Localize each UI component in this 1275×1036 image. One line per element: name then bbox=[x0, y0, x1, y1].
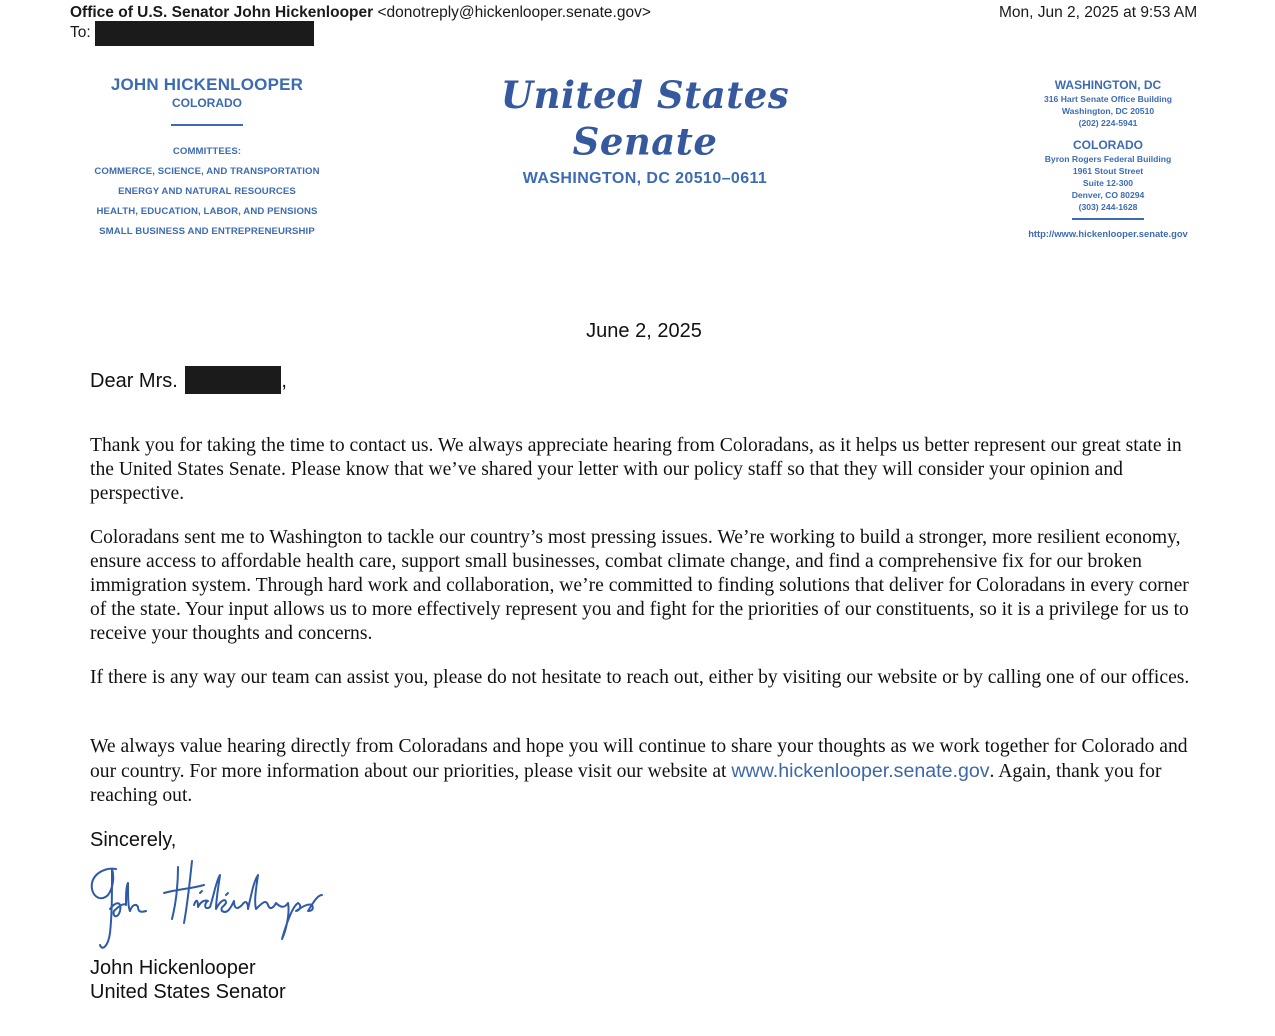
dc-office-line: Washington, DC 20510 bbox=[1061, 106, 1155, 116]
senator-state: COLORADO bbox=[172, 96, 242, 110]
letterhead-website[interactable]: http://www.hickenlooper.senate.gov bbox=[1028, 228, 1188, 239]
committees-label: COMMITTEES: bbox=[172, 146, 242, 157]
email-to-label: To: bbox=[70, 24, 91, 41]
dc-office-heading: WASHINGTON, DC bbox=[1054, 78, 1162, 92]
signer-name: John Hickenlooper bbox=[90, 957, 256, 979]
last-paragraph-text: We always value hearing directly from Coloradans and hope you will continue to share your thoughts as we work together for Colorado and our country. For more information about our priorities, please visit our website at bbox=[90, 736, 1188, 782]
website-link[interactable]: www.hickenlooper.senate.gov bbox=[731, 760, 990, 782]
committee-item: HEALTH, EDUCATION, LABOR, AND PENSIONS bbox=[96, 206, 318, 217]
letterhead-right bbox=[1003, 78, 1213, 239]
co-office-line: Suite 12-300 bbox=[1082, 178, 1134, 188]
letter-date: June 2, 2025 bbox=[586, 320, 702, 342]
co-office-line: Byron Rogers Federal Building bbox=[1044, 154, 1172, 164]
body-paragraph: If there is any way our team can assist you, please do not hesitate to reach out, either by visiting our website or by calling one of our offices. bbox=[90, 667, 1190, 688]
redacted-name bbox=[185, 366, 281, 394]
sender-address[interactable]: <donotreply@hickenlooper.senate.gov> bbox=[377, 4, 651, 21]
signer-title: United States Senator bbox=[90, 981, 286, 1003]
signature-image bbox=[86, 855, 326, 955]
email-date: Mon, Jun 2, 2025 at 9:53 AM bbox=[999, 4, 1198, 21]
co-office-line: Denver, CO 80294 bbox=[1071, 190, 1145, 200]
body-paragraph: Coloradans sent me to Washington to tackle our country’s most pressing issues. We’re working to build a stronger, more resilient economy, ensure access to affordable health care, support small businesses, combat climate change, and find a comprehensive fix for our broken immigration system. Through hard work and collaboration, we’re committed to finding solutions that deliver for Coloradans in every corner of the state. Your input allows us to more effectively represent you and fight for the priorities of our constituents, so it is a privilege for us to receive your thoughts and concerns. bbox=[90, 527, 1189, 644]
letterhead-center bbox=[440, 72, 850, 188]
senate-city: WASHINGTON, DC 20510–0611 bbox=[522, 170, 768, 187]
redacted-recipient bbox=[95, 21, 314, 46]
salutation-suffix: , bbox=[281, 370, 287, 392]
senate-title: United States Senate bbox=[500, 72, 790, 164]
co-office-line: 1961 Stout Street bbox=[1072, 166, 1144, 176]
body-paragraph-last bbox=[90, 735, 1205, 808]
senator-name: JOHN HICKENLOOPER bbox=[110, 75, 304, 94]
divider bbox=[1072, 218, 1144, 220]
dc-office-line: 316 Hart Senate Office Building bbox=[1044, 94, 1172, 104]
co-office-heading: COLORADO bbox=[1073, 138, 1143, 152]
dc-office-line: (202) 224-5941 bbox=[1078, 118, 1138, 128]
last-paragraph-tail: . Again, thank you for reaching out. bbox=[90, 761, 1162, 806]
committee-item: SMALL BUSINESS AND ENTREPRENEURSHIP bbox=[99, 226, 315, 237]
letterhead-left bbox=[62, 75, 352, 242]
sender-name: Office of U.S. Senator John Hickenlooper bbox=[70, 4, 374, 21]
committee-item: ENERGY AND NATURAL RESOURCES bbox=[118, 186, 296, 197]
closing: Sincerely, bbox=[90, 829, 177, 851]
salutation-prefix: Dear Mrs. bbox=[90, 370, 178, 392]
salutation bbox=[90, 366, 287, 394]
body-paragraph: Thank you for taking the time to contact us. We always appreciate hearing from Coloradans, as it helps us better represent our great state in the United States Senate. Please know that we’ve shared your letter with our policy staff so that they will consider your opinion and perspective. bbox=[90, 435, 1182, 504]
committee-item: COMMERCE, SCIENCE, AND TRANSPORTATION bbox=[94, 166, 320, 177]
divider bbox=[171, 124, 243, 126]
co-office-line: (303) 244-1628 bbox=[1078, 202, 1138, 212]
email-from-line bbox=[70, 4, 651, 22]
